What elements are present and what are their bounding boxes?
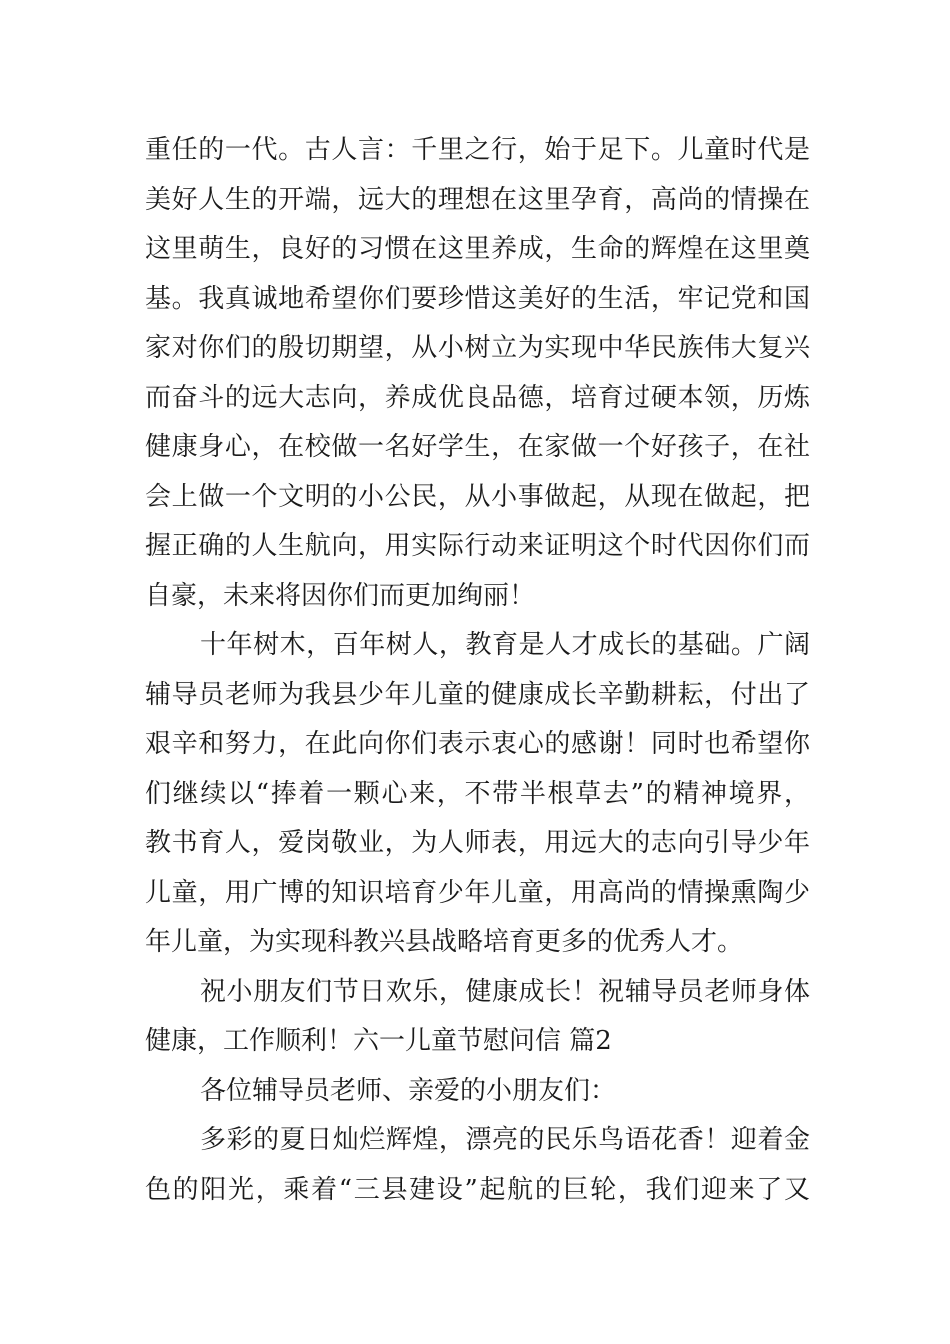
text-line: 这里萌生，良好的习惯在这里养成，生命的辉煌在这里奠 [145,234,810,264]
text-line: 健康身心，在校做一名好学生，在家做一个好孩子，在社 [145,432,810,462]
text-line: 儿童，用广博的知识培育少年儿童，用高尚的情操熏陶少 [145,878,810,908]
text-line: 祝小朋友们节日欢乐，健康成长！祝辅导员老师身体 [200,977,810,1007]
text-line: 美好人生的开端，远大的理想在这里孕育，高尚的情操在 [145,185,810,215]
text-line: 多彩的夏日灿烂辉煌，漂亮的民乐鸟语花香！迎着金 [200,1125,810,1155]
text-line: 握正确的人生航向，用实际行动来证明这个时代因你们而 [145,531,810,561]
text-line: 们继续以“捧着一颗心来，不带半根草去”的精神境界， [145,779,810,809]
text-line: 艰辛和努力，在此向你们表示衷心的感谢！同时也希望你 [145,729,810,759]
text-line: 教书育人，爱岗敬业，为人师表，用远大的志向引导少年 [145,828,810,858]
text-line: 重任的一代。古人言：千里之行，始于足下。儿童时代是 [145,135,810,165]
text-line: 色的阳光，乘着“三县建设”起航的巨轮，我们迎来了又 [145,1175,810,1205]
text-line: 年儿童，为实现科教兴县战略培育更多的优秀人才。 [145,927,744,957]
text-line: 十年树木，百年树人，教育是人才成长的基础。广阔 [200,630,810,660]
text-line: 健康，工作顺利！六一儿童节慰问信 篇2 [145,1026,612,1056]
text-line: 各位辅导员老师、亲爱的小朋友们： [200,1076,617,1106]
text-line: 而奋斗的远大志向，养成优良品德，培育过硬本领，历炼 [145,383,810,413]
text-line: 家对你们的殷切期望，从小树立为实现中华民族伟大复兴 [145,333,810,363]
text-line: 自豪，未来将因你们而更加绚丽！ [145,581,536,611]
text-line: 会上做一个文明的小公民，从小事做起，从现在做起，把 [145,482,810,512]
text-line: 基。我真诚地希望你们要珍惜这美好的生活，牢记党和国 [145,284,810,314]
text-line: 辅导员老师为我县少年儿童的健康成长辛勤耕耘，付出了 [145,680,810,710]
